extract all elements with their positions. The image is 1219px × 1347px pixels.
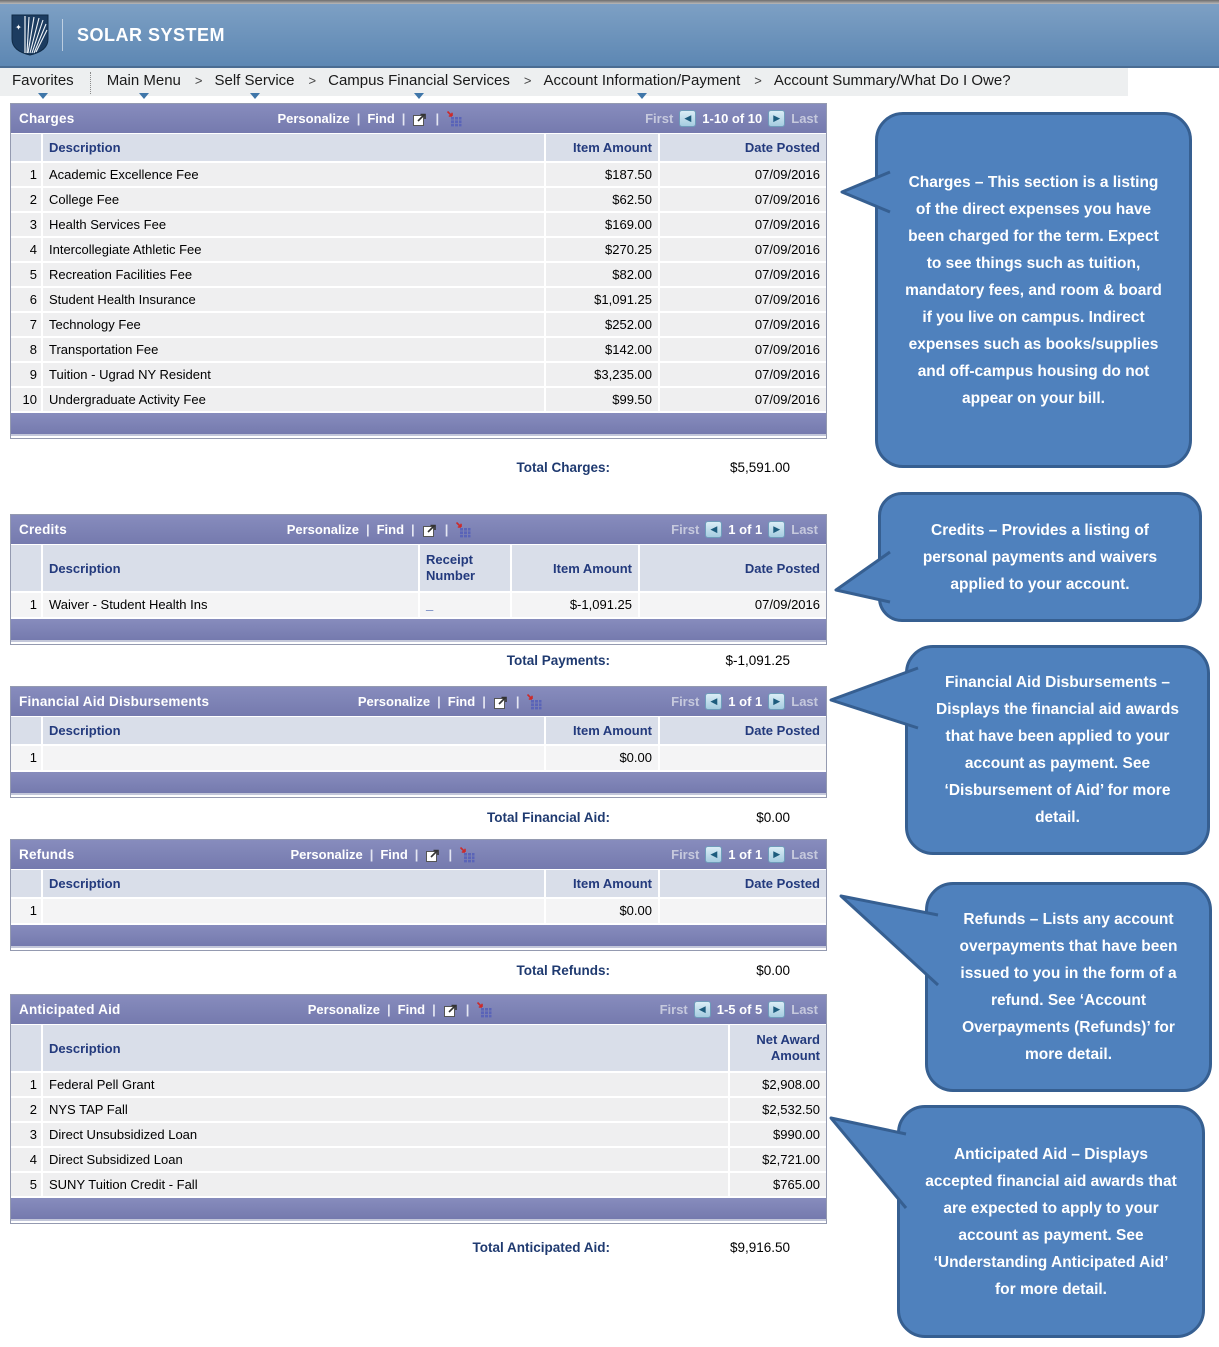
breadcrumb-account-information-payment[interactable] xyxy=(541,72,742,99)
table-cell: $82.00 xyxy=(546,263,658,286)
row-number-header xyxy=(11,134,41,161)
table-cell: Transportation Fee xyxy=(43,338,544,361)
table-cell: $990.00 xyxy=(730,1123,826,1146)
personalize-link[interactable]: Personalize xyxy=(277,111,350,126)
row-range: 1-5 of 5 xyxy=(716,1002,763,1017)
column-header: Net Award Amount xyxy=(730,1025,826,1071)
total-label: Total Charges: xyxy=(516,460,610,475)
table-row xyxy=(11,163,826,186)
total-refunds-row xyxy=(10,963,790,983)
personalize-link[interactable]: Personalize xyxy=(290,847,363,862)
toolbar-separator: | xyxy=(448,847,453,862)
personalize-link[interactable]: Personalize xyxy=(307,1002,380,1017)
grid-titlebar xyxy=(11,840,826,869)
table-cell: College Fee xyxy=(43,188,544,211)
column-header-row xyxy=(11,716,826,744)
column-header: Description xyxy=(43,1025,728,1071)
download-to-excel-icon[interactable] xyxy=(459,847,475,863)
total-value: $0.00 xyxy=(756,963,790,978)
row-number-header xyxy=(11,1025,41,1071)
financial-aid-callout xyxy=(905,645,1210,855)
grid-titlebar xyxy=(11,515,826,544)
table-cell: $2,721.00 xyxy=(730,1148,826,1171)
total-label: Total Anticipated Aid: xyxy=(472,1240,610,1255)
column-header: Description xyxy=(43,134,544,161)
credits-grid xyxy=(10,514,827,645)
callout-tail xyxy=(826,655,925,740)
total-payments-row xyxy=(10,653,790,673)
breadcrumb xyxy=(0,68,1128,96)
column-header-row xyxy=(11,869,826,897)
table-cell xyxy=(660,899,826,923)
callout-text: Anticipated Aid – Displays accepted financial aid awards that are expected to apply to your account as payment. See ‘Understanding Anticipated Aid’ for more detail. xyxy=(925,1145,1177,1298)
column-header: Item Amount xyxy=(546,134,658,161)
table-cell: $2,908.00 xyxy=(730,1073,826,1096)
table-row xyxy=(11,213,826,236)
chevron-down-icon xyxy=(637,93,647,99)
table-cell: Health Services Fee xyxy=(43,213,544,236)
breadcrumb-label: Favorites xyxy=(12,72,74,89)
column-header-row xyxy=(11,544,826,591)
table-cell: 07/09/2016 xyxy=(660,213,826,236)
table-cell: 4 xyxy=(11,238,41,261)
previous-page-button[interactable]: ◀ xyxy=(679,110,696,127)
table-row xyxy=(11,1098,826,1121)
table-cell: Undergraduate Activity Fee xyxy=(43,388,544,411)
table-row xyxy=(11,1123,826,1146)
table-cell: NYS TAP Fall xyxy=(43,1098,728,1121)
grid-title: Financial Aid Disbursements xyxy=(19,694,210,709)
breadcrumb-separator: > xyxy=(523,73,532,88)
next-page-button[interactable]: ▶ xyxy=(768,110,785,127)
grid-title: Charges xyxy=(19,111,75,126)
breadcrumb-label: Account Information/Payment xyxy=(543,72,741,89)
table-cell: Technology Fee xyxy=(43,313,544,336)
breadcrumb-separator: > xyxy=(308,73,317,88)
callout-tail xyxy=(836,160,900,224)
breadcrumb-account-summary xyxy=(772,72,1013,99)
grid-toolbar xyxy=(104,111,635,127)
grid-titlebar xyxy=(11,995,826,1024)
row-number-header xyxy=(11,545,41,591)
chevron-down-icon xyxy=(414,93,424,99)
table-cell: Academic Excellence Fee xyxy=(43,163,544,186)
table-cell: Recreation Facilities Fee xyxy=(43,263,544,286)
breadcrumb-label: Account Summary/What Do I Owe? xyxy=(773,72,1011,89)
column-header: Date Posted xyxy=(660,870,826,897)
grid-toolbar xyxy=(151,1002,650,1018)
breadcrumb-self-service[interactable] xyxy=(212,72,296,99)
last-link: Last xyxy=(791,694,818,709)
table-cell: $0.00 xyxy=(546,899,658,923)
table-row xyxy=(11,338,826,361)
table-cell: Direct Subsidized Loan xyxy=(43,1148,728,1171)
table-cell: $99.50 xyxy=(546,388,658,411)
next-page-button[interactable]: ▶ xyxy=(768,846,785,863)
callout-tail xyxy=(830,540,900,615)
new-window-icon[interactable] xyxy=(425,847,441,863)
toolbar-separator: | xyxy=(365,522,370,537)
app-header xyxy=(0,4,1219,68)
total-value: $-1,091.25 xyxy=(725,653,790,668)
table-cell: 6 xyxy=(11,288,41,311)
table-cell: Federal Pell Grant xyxy=(43,1073,728,1096)
column-header-row xyxy=(11,133,826,161)
row-range: 1 of 1 xyxy=(728,522,763,537)
callout-text: Refunds – Lists any account overpayments that have been issued to you in the form of a refund. See ‘Account Overpayments (Refunds)’ for more detail. xyxy=(959,911,1178,1063)
download-to-excel-icon[interactable] xyxy=(446,111,462,127)
table-cell: 1 xyxy=(11,1073,41,1096)
personalize-link[interactable]: Personalize xyxy=(357,694,431,709)
breadcrumb-label: Self Service xyxy=(214,72,295,89)
grid-pager xyxy=(671,846,818,863)
table-row xyxy=(11,1073,826,1096)
grid-footer-bar xyxy=(11,925,826,948)
callout-text: Financial Aid Disbursements – Displays the financial aid awards that have been applied to your account as payment. See ‘Disbursement of Aid’ for more detail. xyxy=(936,674,1179,826)
table-row xyxy=(11,1173,826,1196)
table-row xyxy=(11,263,826,286)
grid-title: Refunds xyxy=(19,847,75,862)
find-link[interactable]: Find xyxy=(397,1002,426,1017)
toolbar-separator: | xyxy=(414,847,419,862)
first-link: First xyxy=(659,1002,688,1017)
grid-titlebar xyxy=(11,104,826,133)
university-shield-logo-icon xyxy=(10,13,50,57)
charges-callout xyxy=(875,112,1192,468)
table-cell: Tuition - Ugrad NY Resident xyxy=(43,363,544,386)
logo-divider xyxy=(62,19,63,51)
grid-toolbar xyxy=(104,847,661,863)
toolbar-separator: | xyxy=(515,694,520,709)
callout-bubble xyxy=(925,882,1212,1092)
grid-pager xyxy=(671,693,818,710)
table-cell: $3,235.00 xyxy=(546,363,658,386)
total-value: $5,591.00 xyxy=(729,460,790,475)
column-header: Item Amount xyxy=(512,545,638,591)
row-range: 1 of 1 xyxy=(728,847,763,862)
table-cell: 07/09/2016 xyxy=(660,313,826,336)
table-cell: 5 xyxy=(11,263,41,286)
table-cell: 4 xyxy=(11,1148,41,1171)
find-link[interactable]: Find xyxy=(376,522,405,537)
table-cell: 7 xyxy=(11,313,41,336)
toolbar-separator: | xyxy=(356,111,361,126)
grid-title: Anticipated Aid xyxy=(19,1002,121,1017)
table-row xyxy=(11,313,826,336)
breadcrumb-separator: > xyxy=(754,73,762,88)
table-cell: 07/09/2016 xyxy=(660,338,826,361)
column-header-row xyxy=(11,1024,826,1071)
table-cell: $252.00 xyxy=(546,313,658,336)
grid-body xyxy=(11,1071,826,1196)
row-number-header xyxy=(11,717,41,744)
total-label: Total Refunds: xyxy=(516,963,610,978)
total-label: Total Financial Aid: xyxy=(486,810,610,825)
grid-title: Credits xyxy=(19,522,67,537)
total-financial-aid-row xyxy=(10,810,790,830)
row-range: 1 of 1 xyxy=(728,694,763,709)
table-cell: $187.50 xyxy=(546,163,658,186)
grid-pager xyxy=(671,521,818,538)
chevron-down-icon xyxy=(139,93,149,99)
chevron-down-icon xyxy=(38,93,48,99)
table-cell: 10 xyxy=(11,388,41,411)
table-row xyxy=(11,1148,826,1171)
table-cell: 1 xyxy=(11,163,41,186)
table-cell: $62.50 xyxy=(546,188,658,211)
table-cell: $270.25 xyxy=(546,238,658,261)
table-cell: 07/09/2016 xyxy=(660,263,826,286)
app-title: SOLAR SYSTEM xyxy=(77,24,226,45)
table-cell: 07/09/2016 xyxy=(640,593,826,617)
table-cell: 1 xyxy=(11,899,41,923)
next-page-button[interactable]: ▶ xyxy=(768,1001,785,1018)
callout-text: Credits – Provides a listing of personal payments and waivers applied to your account. xyxy=(922,521,1158,593)
new-window-icon[interactable] xyxy=(443,1002,459,1018)
table-cell: $765.00 xyxy=(730,1173,826,1196)
toolbar-separator: | xyxy=(437,694,441,709)
find-link[interactable]: Find xyxy=(367,111,395,126)
table-cell: SUNY Tuition Credit - Fall xyxy=(43,1173,728,1196)
toolbar-separator: | xyxy=(387,1002,391,1017)
breadcrumb-favorites[interactable] xyxy=(10,72,76,99)
callout-tail xyxy=(834,885,945,990)
grid-body xyxy=(11,744,826,770)
table-cell: 8 xyxy=(11,338,41,361)
table-cell: 07/09/2016 xyxy=(660,363,826,386)
table-cell: Student Health Insurance xyxy=(43,288,544,311)
breadcrumb-separator: > xyxy=(194,73,203,88)
row-number-header xyxy=(11,870,41,897)
previous-page-button[interactable]: ◀ xyxy=(705,521,722,538)
column-header: Date Posted xyxy=(640,545,826,591)
toolbar-separator: | xyxy=(411,522,415,537)
table-row xyxy=(11,746,826,770)
table-row xyxy=(11,238,826,261)
column-header: Date Posted xyxy=(660,134,826,161)
grid-pager xyxy=(645,110,818,127)
callout-bubble xyxy=(878,492,1202,622)
charges-grid xyxy=(10,103,827,439)
last-link: Last xyxy=(791,847,818,862)
breadcrumb-main-menu[interactable] xyxy=(105,72,183,99)
grid-toolbar xyxy=(97,522,661,538)
breadcrumb-label: Main Menu xyxy=(106,72,181,89)
column-header: Date Posted xyxy=(660,717,826,744)
table-cell: 07/09/2016 xyxy=(660,388,826,411)
grid-footer-bar xyxy=(11,772,826,795)
grid-body xyxy=(11,161,826,411)
column-header: Description xyxy=(43,717,544,744)
table-cell: $169.00 xyxy=(546,213,658,236)
personalize-link[interactable]: Personalize xyxy=(286,522,359,537)
table-cell: $142.00 xyxy=(546,338,658,361)
download-to-excel-icon[interactable] xyxy=(455,522,471,538)
table-row xyxy=(11,388,826,411)
table-cell: 07/09/2016 xyxy=(660,288,826,311)
table-row xyxy=(11,188,826,211)
column-header: Description xyxy=(43,545,418,591)
table-cell: 2 xyxy=(11,188,41,211)
callout-bubble xyxy=(905,645,1210,855)
refunds-grid xyxy=(10,839,827,951)
last-link: Last xyxy=(791,522,818,537)
table-row xyxy=(11,363,826,386)
find-link[interactable]: Find xyxy=(380,847,408,862)
grid-footer-bar xyxy=(11,619,826,642)
table-cell: 1 xyxy=(11,746,41,770)
table-cell: Intercollegiate Athletic Fee xyxy=(43,238,544,261)
table-cell: Waiver - Student Health Ins xyxy=(43,593,418,617)
callout-text: Charges – This section is a listing of the direct expenses you have been charged for the term. Expect to see things such as tuition, mandatory fees, and room & board if you live on campus. Indirect expenses such as books/supplies and off-campus housing do not appear on your bill. xyxy=(905,173,1162,407)
table-cell: 1 xyxy=(11,593,41,617)
download-to-excel-icon[interactable] xyxy=(526,694,542,710)
new-window-icon[interactable] xyxy=(422,522,438,538)
toolbar-separator: | xyxy=(369,847,374,862)
table-cell: 07/09/2016 xyxy=(660,238,826,261)
first-link: First xyxy=(671,847,700,862)
download-to-excel-icon[interactable] xyxy=(476,1002,492,1018)
toolbar-separator: | xyxy=(482,694,486,709)
grid-footer-bar xyxy=(11,1198,826,1221)
table-cell: 3 xyxy=(11,213,41,236)
grid-body xyxy=(11,591,826,617)
table-cell xyxy=(43,899,544,923)
grid-toolbar xyxy=(239,694,661,710)
grid-footer-bar xyxy=(11,413,826,436)
first-link: First xyxy=(671,694,700,709)
table-cell: $0.00 xyxy=(546,746,658,770)
credits-callout xyxy=(878,492,1202,622)
column-header: Description xyxy=(43,870,544,897)
breadcrumb-label: Campus Financial Services xyxy=(328,72,510,89)
table-cell: Direct Unsubsidized Loan xyxy=(43,1123,728,1146)
anticipated-aid-callout xyxy=(897,1105,1205,1338)
breadcrumb-divider xyxy=(90,72,91,94)
chevron-down-icon xyxy=(250,93,260,99)
toolbar-separator: | xyxy=(465,1002,470,1017)
next-page-button[interactable]: ▶ xyxy=(768,521,785,538)
total-label: Total Payments: xyxy=(506,653,610,668)
total-value: $9,916.50 xyxy=(729,1240,790,1255)
table-cell: 2 xyxy=(11,1098,41,1121)
column-header: Item Amount xyxy=(546,717,658,744)
svg-text:✦: ✦ xyxy=(15,23,22,32)
toolbar-separator: | xyxy=(401,111,406,126)
grid-body xyxy=(11,897,826,923)
last-link: Last xyxy=(791,1002,818,1017)
refunds-callout xyxy=(925,882,1212,1092)
first-link: First xyxy=(645,111,674,126)
last-link: Last xyxy=(791,111,818,126)
callout-bubble xyxy=(875,112,1192,468)
new-window-icon[interactable] xyxy=(493,694,509,710)
anticipated-aid-grid xyxy=(10,994,827,1224)
row-range: 1-10 of 10 xyxy=(702,111,763,126)
grid-titlebar xyxy=(11,687,826,716)
table-cell: 5 xyxy=(11,1173,41,1196)
table-row xyxy=(11,593,826,617)
table-cell: $-1,091.25 xyxy=(512,593,638,617)
find-link[interactable]: Find xyxy=(447,694,476,709)
table-cell: $2,532.50 xyxy=(730,1098,826,1121)
toolbar-separator: | xyxy=(435,111,440,126)
new-window-icon[interactable] xyxy=(412,111,428,127)
table-cell: $1,091.25 xyxy=(546,288,658,311)
total-charges-row xyxy=(10,460,790,480)
table-cell[interactable]: _ xyxy=(420,593,510,617)
callout-bubble xyxy=(897,1105,1205,1338)
table-cell: 07/09/2016 xyxy=(660,188,826,211)
table-row xyxy=(11,288,826,311)
total-anticipated-aid-row xyxy=(10,1240,790,1260)
financial-aid-disbursements-grid xyxy=(10,686,827,798)
table-cell: 3 xyxy=(11,1123,41,1146)
table-row xyxy=(11,899,826,923)
table-cell xyxy=(660,746,826,770)
column-header: Item Amount xyxy=(546,870,658,897)
first-link: First xyxy=(671,522,700,537)
next-page-button[interactable]: ▶ xyxy=(768,693,785,710)
previous-page-button[interactable]: ◀ xyxy=(705,693,722,710)
callout-tail xyxy=(824,1108,912,1215)
toolbar-separator: | xyxy=(444,522,449,537)
table-cell: 07/09/2016 xyxy=(660,163,826,186)
column-header: Receipt Number xyxy=(420,545,510,591)
total-value: $0.00 xyxy=(756,810,790,825)
grid-pager xyxy=(660,1001,818,1018)
breadcrumb-campus-financial-services[interactable] xyxy=(326,72,512,99)
previous-page-button[interactable]: ◀ xyxy=(705,846,722,863)
toolbar-separator: | xyxy=(432,1002,436,1017)
table-cell xyxy=(43,746,544,770)
previous-page-button[interactable]: ◀ xyxy=(694,1001,711,1018)
table-cell: 9 xyxy=(11,363,41,386)
